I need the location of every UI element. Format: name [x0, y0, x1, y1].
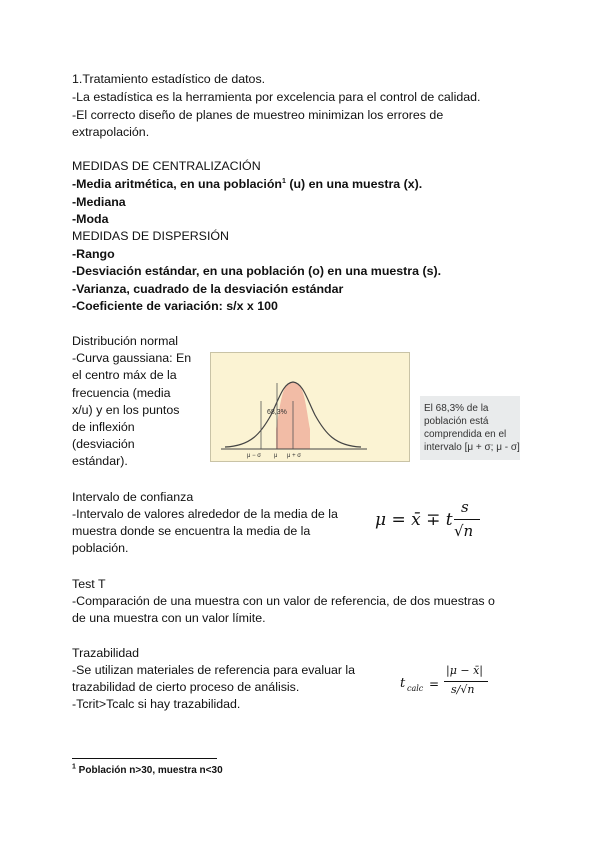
interval-note: El 68,3% de la población está comprendida en el intervalo [μ + σ; μ - σ]	[420, 396, 520, 460]
centralizacion-title: MEDIDAS DE CENTRALIZACIÓN	[72, 159, 261, 173]
axis-label-minus-sigma: μ − σ	[247, 453, 261, 459]
coeficiente-item: -Coeficiente de variación: s/x x 100	[72, 299, 278, 313]
testt-text-line: -Comparación de una muestra con un valor de referencia, de dos muestras o	[72, 594, 495, 608]
percent-label: 68,3%	[267, 409, 287, 416]
moda-item: -Moda	[72, 212, 109, 226]
normal-text-line: x/u) y en los puntos	[72, 403, 180, 417]
section-heading: 1.Tratamiento estadístico de datos.	[72, 72, 266, 86]
intro-point: -El correcto diseño de planes de muestreo minimizan los errores de	[72, 108, 444, 122]
trazabilidad-text-line: -Se utilizan materiales de referencia para evaluar la	[72, 663, 356, 677]
confianza-text-line: -Intervalo de valores alrededor de la media de la	[72, 507, 338, 521]
intro-point: extrapolación.	[72, 125, 150, 139]
media-text-a: -Media aritmética, en una población	[72, 177, 282, 191]
tcalc-formula	[400, 664, 495, 706]
normal-title: Distribución normal	[72, 334, 179, 348]
trazabilidad-text-line: -Tcrit>Tcalc si hay trazabilidad.	[72, 697, 241, 711]
normal-text-line: de inflexión	[72, 420, 135, 434]
confianza-text-line: muestra donde se encuentra la media de la	[72, 524, 311, 538]
footnote-text: Población n>30, muestra n<30	[75, 765, 223, 776]
testt-text-line: de una muestra con un valor límite.	[72, 611, 266, 625]
fraction-bar	[454, 519, 480, 520]
rango-item: -Rango	[72, 247, 115, 261]
confidence-formula-lhs: μ = x̄ ∓ t	[375, 510, 453, 530]
normal-text-line: el centro máx de la	[72, 368, 177, 382]
mediana-item: -Mediana	[72, 195, 126, 209]
media-text-b: (u) en una muestra (x).	[285, 177, 423, 191]
axis-label-plus-sigma: μ + σ	[287, 453, 301, 459]
testt-title: Test T	[72, 577, 106, 591]
tcalc-equals: =	[429, 677, 440, 691]
axis-label-mu: μ	[274, 453, 278, 459]
normal-text-line: -Curva gaussiana: En	[72, 351, 192, 365]
confidence-formula-denominator: √n	[454, 522, 474, 540]
intro-point: -La estadística es la herramienta por excelencia para el control de calidad.	[72, 90, 481, 104]
footnote-ref: 1	[282, 177, 286, 185]
dispersion-title: MEDIDAS DE DISPERSIÓN	[72, 229, 229, 243]
footnote-separator	[72, 758, 217, 759]
footnote-number: 1	[72, 763, 76, 771]
tcalc-subscript: calc	[407, 684, 424, 693]
desviacion-item: -Desviación estándar, en una población (o) en una muestra (s).	[72, 264, 442, 278]
normal-text-line: estándar).	[72, 454, 128, 468]
gaussian-figure	[210, 352, 410, 462]
footnote	[72, 764, 223, 777]
trazabilidad-title: Trazabilidad	[72, 646, 140, 660]
varianza-item: -Varianza, cuadrado de la desviación estándar	[72, 282, 344, 296]
gaussian-curve-graphic	[211, 353, 409, 461]
tcalc-lhs: t	[400, 676, 406, 691]
tcalc-fraction-bar	[444, 681, 488, 682]
confianza-title: Intervalo de confianza	[72, 490, 194, 504]
confidence-formula	[375, 498, 485, 548]
tcalc-denominator: s/√n	[451, 683, 475, 696]
normal-text-line: (desviación	[72, 437, 135, 451]
left-tail-area	[259, 387, 276, 449]
confianza-text-line: población.	[72, 541, 129, 555]
trazabilidad-text-line: trazabilidad de cierto proceso de análisis.	[72, 680, 300, 694]
normal-text-line: frecuencia (media	[72, 386, 171, 400]
media-item	[72, 176, 422, 193]
confidence-formula-numerator: s	[461, 498, 469, 516]
tcalc-numerator: |μ − x̄|	[446, 664, 483, 677]
